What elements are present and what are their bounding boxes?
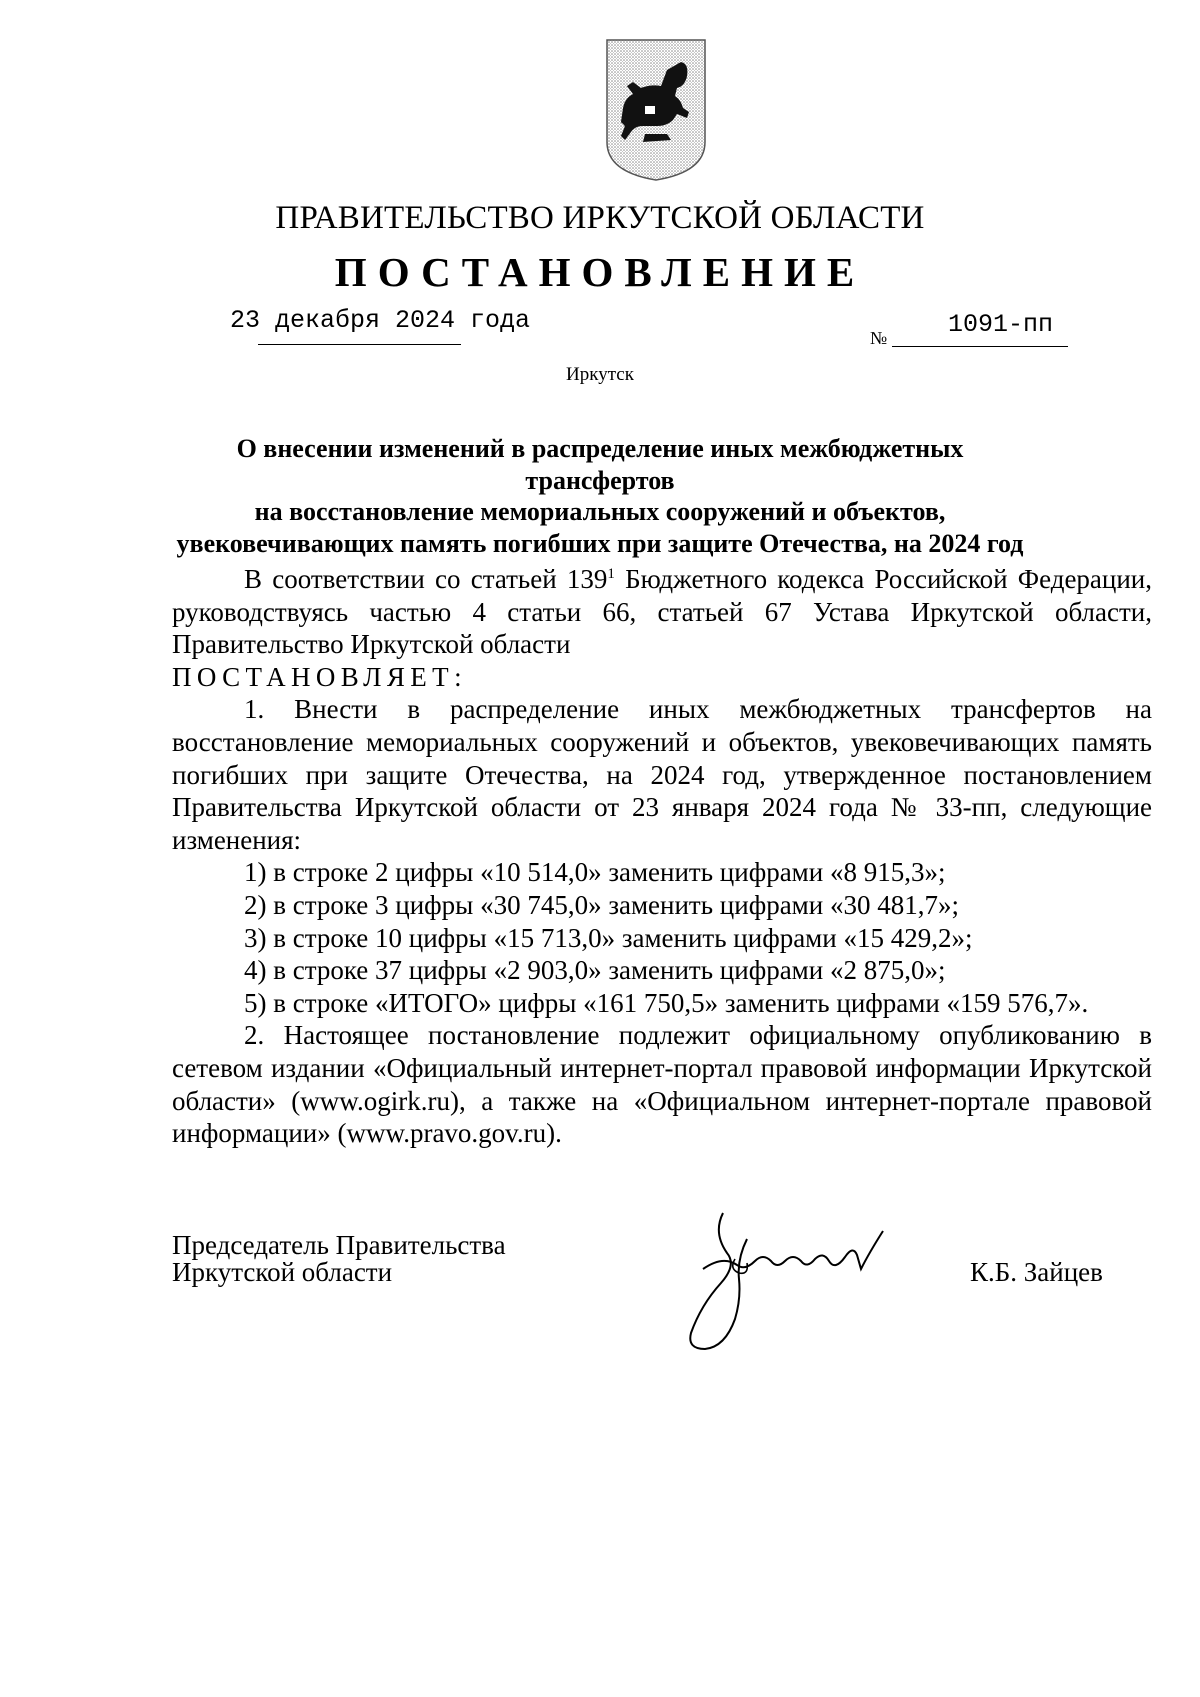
list-item: 3) в строке 10 цифры «15 713,0» заменить цифрами «15 429,2»; — [244, 922, 973, 953]
resolves-heading: ПОСТАНОВЛЯЕТ: — [172, 661, 467, 692]
document-subject — [160, 433, 1040, 559]
preamble-paragraph — [172, 563, 1152, 661]
preamble-text-start: В соответствии со статьей 139 — [244, 564, 608, 594]
article-superscript: 1 — [607, 566, 615, 582]
city-name: Иркутск — [566, 364, 634, 385]
point-2-paragraph: 2. Настоящее постановление подлежит официальному опубликованию в сетевом издании «Официальный интернет-портал правовой информации Иркутской области» (www.ogirk.ru), а также на «Официальном интернет-портале правовой информации» (www.pravo.gov.ru). — [172, 1020, 1152, 1149]
number-underline — [892, 346, 1068, 347]
date-underline — [258, 344, 461, 345]
government-title: ПРАВИТЕЛЬСТВО ИРКУТСКОЙ ОБЛАСТИ — [275, 200, 925, 236]
document-body — [172, 563, 1152, 1150]
preamble-text-end: Бюджетного кодекса Российской Федерации, руководствуясь частью 4 статьи 66, статьей 67 Устава Иркутской области, Правительство Иркутской области — [172, 564, 1153, 660]
document-number: 1091-пп — [948, 310, 1054, 339]
document-date: 23 декабря 2024 года — [230, 306, 531, 335]
list-item: 1) в строке 2 цифры «10 514,0» заменить цифрами «8 915,3»; — [244, 857, 946, 888]
coat-of-arms-emblem — [605, 38, 707, 182]
list-item: 5) в строке «ИТОГО» цифры «161 750,5» заменить цифрами «159 576,7». — [244, 987, 1089, 1018]
signer-name: К.Б. Зайцев — [970, 1257, 1103, 1287]
subject-line: О внесении изменений в распределение иных межбюджетных трансфертов — [236, 434, 964, 495]
list-item: 2) в строке 3 цифры «30 745,0» заменить цифрами «30 481,7»; — [244, 889, 959, 920]
number-label: № — [870, 328, 888, 348]
signer-position — [172, 1232, 506, 1286]
handwritten-signature — [683, 1205, 943, 1355]
list-item: 4) в строке 37 цифры «2 903,0» заменить цифрами «2 875,0»; — [244, 955, 946, 986]
subject-line: на восстановление мемориальных сооружений и объектов, — [254, 497, 946, 526]
point-1-paragraph: 1. Внести в распределение иных межбюджетных трансфертов на восстановление мемориальных сооружений и объектов, увековечивающих память погибших при защите Отечества, на 2024 год, утвержденное постановлением Правительства Иркутской области от 23 января 2024 года № 33-пп, следующие изменения: — [172, 694, 1152, 855]
position-line: Иркутской области — [172, 1257, 393, 1287]
subject-line: увековечивающих память погибших при защите Отечества, на 2024 год — [176, 528, 1024, 558]
document-type-heading: ПОСТАНОВЛЕНИЕ — [334, 249, 866, 295]
position-line: Председатель Правительства — [172, 1230, 506, 1260]
